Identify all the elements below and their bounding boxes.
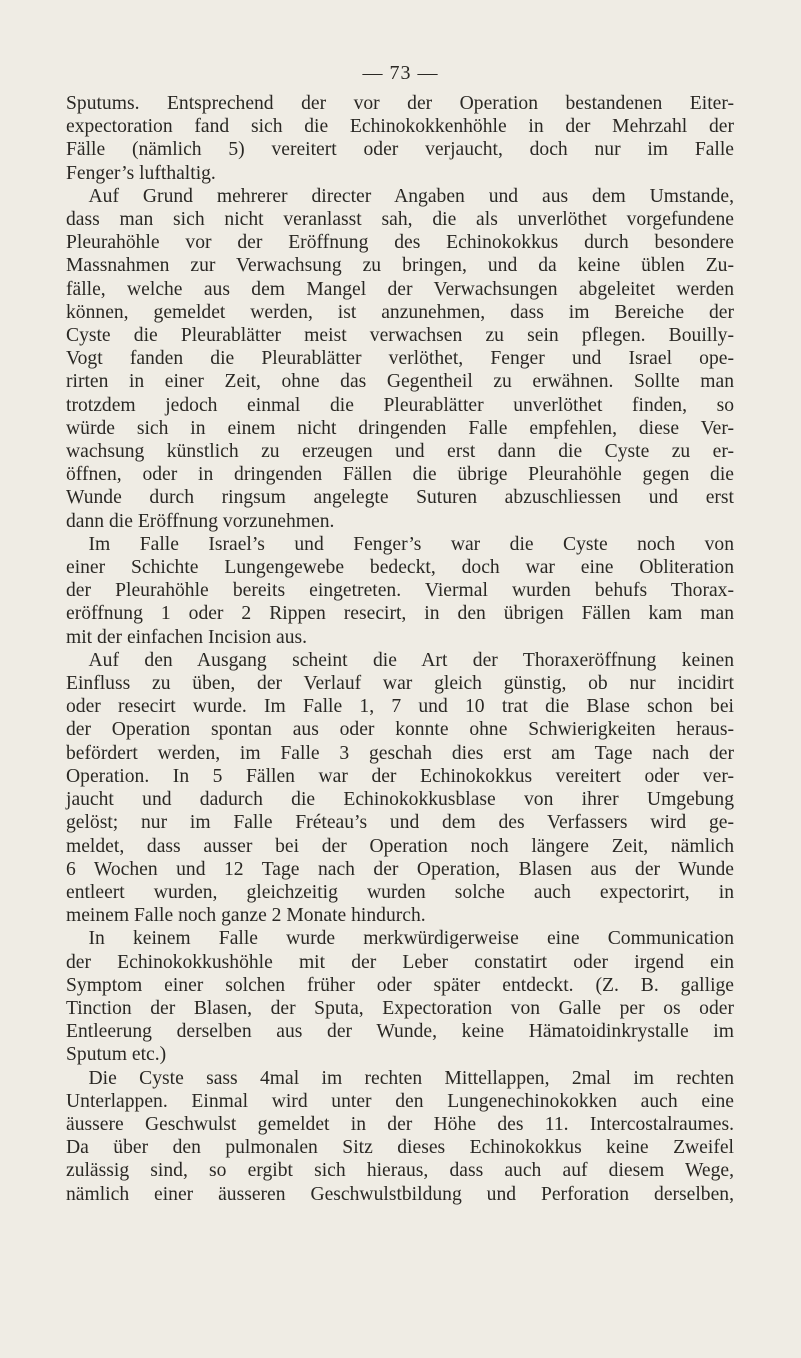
paragraph: [66, 92, 734, 185]
text-line: Unterlappen. Einmal wird unter den Lungenechinokokken auch eine: [66, 1090, 734, 1112]
text-line: Die Cyste sass 4mal im rechten Mittellappen, 2mal im rechten: [88, 1067, 734, 1089]
text-line: Fenger’s lufthaltig.: [66, 162, 216, 184]
paragraph: [66, 533, 734, 649]
text-line: trotzdem jedoch einmal die Pleurablätter unverlöthet finden, so: [66, 394, 734, 416]
text-line: eröffnung 1 oder 2 Rippen resecirt, in den übrigen Fällen kam man: [66, 603, 734, 625]
text-line: Sputums. Entsprechend der vor der Operation bestandenen Eiter-: [66, 93, 734, 114]
text-line: äussere Geschwulst gemeldet in der Höhe des 11. Intercostalraumes.: [66, 1113, 734, 1135]
text-line: Entleerung derselben aus der Wunde, keine Hämatoidinkrystalle im: [66, 1021, 734, 1043]
text-line: der Operation spontan aus oder konnte ohne Schwierigkeiten heraus-: [66, 719, 734, 741]
paragraph: [66, 1067, 734, 1206]
text-line: Sputum etc.): [66, 1044, 167, 1066]
text-line: Symptom einer solchen früher oder später entdeckt. (Z. B. gallige: [66, 974, 734, 996]
text-line: Auf den Ausgang scheint die Art der Thoraxeröffnung keinen: [88, 649, 734, 671]
text-line: nämlich einer äusseren Geschwulstbildung und Perforation derselben,: [66, 1183, 734, 1205]
text-line: Massnahmen zur Verwachsung zu bringen, und da keine üblen Zu-: [66, 255, 734, 277]
text-line: würde sich in einem nicht dringenden Falle empfehlen, diese Ver-: [66, 417, 734, 439]
text-line: entleert wurden, gleichzeitig wurden solche auch expectorirt, in: [66, 881, 734, 903]
text-line: Tinction der Blasen, der Sputa, Expectoration von Galle per os oder: [66, 997, 734, 1019]
text-line: öffnen, oder in dringenden Fällen die übrige Pleurahöhle gegen die: [66, 464, 734, 486]
text-line: Operation. In 5 Fällen war der Echinokokkus vereitert oder ver-: [66, 765, 734, 787]
text-line: wachsung künstlich zu erzeugen und erst dann die Cyste zu er-: [66, 441, 734, 463]
text-line: Da über den pulmonalen Sitz dieses Echinokokkus keine Zweifel: [66, 1137, 734, 1159]
text-line: einer Schichte Lungengewebe bedeckt, doch war eine Obliteration: [66, 557, 734, 579]
text-line: dass man sich nicht veranlasst sah, die als unverlöthet vorgefundene: [66, 209, 734, 231]
text-line: meldet, dass ausser bei der Operation noch längere Zeit, nämlich: [66, 835, 734, 857]
text-line: der Pleurahöhle bereits eingetreten. Viermal wurden behufs Thorax-: [66, 580, 734, 602]
text-line: Wunde durch ringsum angelegte Suturen abzuschliessen und erst: [66, 487, 734, 509]
text-line: Einfluss zu üben, der Verlauf war gleich günstig, ob nur incidirt: [66, 673, 734, 695]
text-line: Vogt fanden die Pleurablätter verlöthet, Fenger und Israel ope-: [66, 348, 734, 370]
text-line: mit der einfachen Incision aus.: [66, 626, 308, 648]
text-line: 6 Wochen und 12 Tage nach der Operation, Blasen aus der Wunde: [66, 858, 734, 880]
text-line: können, gemeldet werden, ist anzunehmen, dass im Bereiche der: [66, 301, 734, 323]
text-line: Im Falle Israel’s und Fenger’s war die Cyste noch von: [88, 533, 734, 555]
text-line: zulässig sind, so ergibt sich hieraus, dass auch auf diesem Wege,: [66, 1160, 734, 1182]
paragraph: [66, 927, 734, 1066]
paragraph: [66, 649, 734, 927]
text-line: Fälle (nämlich 5) vereitert oder verjaucht, doch nur im Falle: [66, 139, 734, 161]
text-line: dann die Eröffnung vorzunehmen.: [66, 510, 335, 532]
text-line: der Echinokokkushöhle mit der Leber constatirt oder irgend ein: [66, 951, 734, 973]
text-line: meinem Falle noch ganze 2 Monate hindurch.: [66, 905, 426, 927]
text-line: rirten in einer Zeit, ohne das Gegentheil zu erwähnen. Sollte man: [66, 371, 734, 393]
text-line: Cyste die Pleurablätter meist verwachsen zu sein pflegen. Bouilly-: [66, 325, 734, 347]
text-line: befördert werden, im Falle 3 geschah dies erst am Tage nach der: [66, 742, 734, 764]
body-text: [66, 92, 734, 1206]
text-line: gelöst; nur im Falle Fréteau’s und dem des Verfassers wird ge-: [66, 812, 734, 834]
text-line: jaucht und dadurch die Echinokokkusblase von ihrer Umgebung: [66, 789, 734, 811]
text-line: expectoration fand sich die Echinokokkenhöhle in der Mehrzahl der: [66, 116, 734, 138]
paragraph: [66, 185, 734, 533]
text-line: fälle, welche aus dem Mangel der Verwachsungen abgeleitet werden: [66, 278, 734, 300]
text-line: Pleurahöhle vor der Eröffnung des Echinokokkus durch besondere: [66, 232, 734, 254]
text-line: Auf Grund mehrerer directer Angaben und aus dem Umstande,: [88, 185, 734, 207]
text-line: In keinem Falle wurde merkwürdigerweise eine Communication: [88, 928, 734, 950]
text-line: oder resecirt wurde. Im Falle 1, 7 und 10 trat die Blase schon bei: [66, 696, 734, 718]
page-number: — 73 —: [362, 62, 439, 84]
